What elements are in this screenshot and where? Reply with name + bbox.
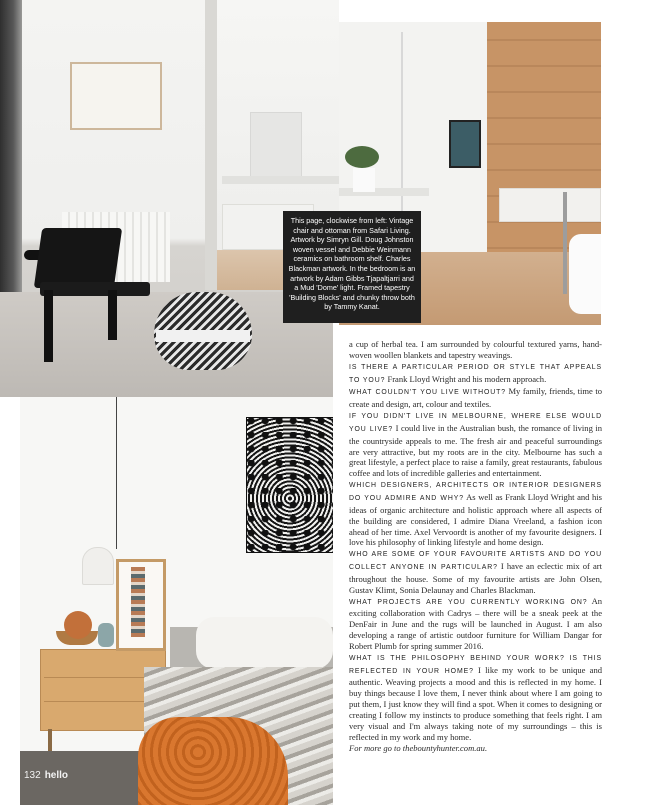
- dresser-leg: [48, 729, 52, 751]
- qa-item: [349, 361, 602, 387]
- question: WHAT COULDN'T YOU LIVE WITHOUT?: [349, 389, 506, 397]
- bathroom-mirror: [250, 112, 302, 178]
- chair-back: [34, 228, 122, 288]
- answer: An exciting collaboration with Cadrys – there will be a sneak peek at the DenFair in June and the rugs will be launched in August. I am also developing a range of artistic outdoor furniture for William Dangar for Robert Plumb for spring summer 2016.: [349, 595, 603, 651]
- chair-leg: [108, 290, 117, 340]
- article-intro: a cup of herbal tea. I am surrounded by colourful textured yarns, hand-woven woollen blankets and tapestry weavings.: [349, 339, 602, 360]
- dresser-drawer: [44, 655, 160, 678]
- bath-tap: [563, 192, 567, 294]
- glass-screen: [401, 32, 403, 232]
- bath-niche: [499, 188, 601, 222]
- qa-item: [349, 386, 602, 410]
- qa-item: [349, 479, 602, 548]
- wall-artwork: [70, 62, 162, 130]
- qa-item: [349, 548, 602, 595]
- question: WHO ARE SOME OF YOUR FAVOURITE ARTISTS AND DO YOU COLLECT ANYONE IN PARTICULAR?: [349, 551, 602, 572]
- page-number: 132: [24, 770, 41, 781]
- bathroom-shelf: [222, 176, 339, 184]
- question: WHAT IS THE PHILOSOPHY BEHIND YOUR WORK? IS THIS REFLECTED IN YOUR HOME?: [349, 654, 602, 675]
- ottoman-band: [156, 330, 250, 342]
- answer: I could live in the Australian bush, the romance of living in the countryside appeals to me. The fresh air and peaceful surroundings are very attractive, but my roots are in the city. Melbourne has such a great lifestyle, a perfect place to raise a family, great restaurants, fabulous coffee and lots of incredible galleries and entertainment.: [349, 422, 603, 479]
- chair-leg: [44, 290, 53, 362]
- dresser-drawer: [44, 679, 160, 702]
- tapestry-weave: [131, 567, 145, 637]
- pendant-cord: [116, 397, 117, 549]
- door-frame: [205, 0, 217, 290]
- more-info-link[interactable]: For more go to thebountyhunter.com.au.: [349, 742, 488, 753]
- plant-pot: [353, 168, 375, 192]
- blackman-artwork: [449, 120, 481, 168]
- chunky-orange-throw: [138, 717, 288, 805]
- bathtub: [569, 234, 601, 314]
- qa-item: [349, 652, 602, 743]
- page-footer: [24, 770, 68, 781]
- plant: [345, 146, 379, 168]
- ceramic-vase: [98, 623, 114, 647]
- question: WHICH DESIGNERS, ARCHITECTS OR INTERIOR DESIGNERS DO YOU ADMIRE AND WHY?: [349, 482, 602, 502]
- window-frame: [0, 0, 22, 330]
- chair-seat: [40, 282, 150, 296]
- qa-item: [349, 410, 602, 479]
- article-text: [349, 339, 602, 753]
- bedroom-photo: [20, 397, 333, 805]
- dome-light: [82, 547, 114, 585]
- answer: As well as Frank Lloyd Wright and his ideas of organic architecture and holistic approach where all aspects of the building are considered, I admire Diana Vreeland, a fashion icon ahead of her time. Axel Vervoordt is another of my favourite designers. I love his philosophy of linking lifestyle and home design.: [349, 491, 602, 548]
- question: IS THERE A PARTICULAR PERIOD OR STYLE THAT APPEALS TO YOU?: [349, 363, 602, 384]
- answer: I have an eclectic mix of art throughout the house. Some of my favourite artists are John Olsen, Gustav Klimt, Sonia Delaunay and Charles Blackman.: [349, 561, 602, 595]
- qa-item: [349, 596, 602, 652]
- dot-artwork: [246, 417, 333, 553]
- answer: Frank Lloyd Wright and his modern approach.: [387, 373, 547, 384]
- magazine-name: hello: [44, 770, 69, 781]
- question: WHAT PROJECTS ARE YOU CURRENTLY WORKING ON?: [349, 598, 588, 606]
- answer: My family, friends, time to create and design, art, colour and textiles.: [349, 386, 602, 410]
- photo-caption: This page, clockwise from left: Vintage chair and ottoman from Safari Living. Artwork by Simryn Gill. Doug Johnston woven vessel and Debbie Weinmann ceramics on bathroom shelf. Charles Blackman artwork. In the bedroom is an artwork by Adam Gibbs Tjapaltjarri and a Mud 'Dome' light. Framed tapestry 'Building Blocks' and chunky throw both by Tammy Kanat.: [283, 211, 421, 323]
- decor-ball: [64, 611, 92, 639]
- question: IF YOU DIDN'T LIVE IN MELBOURNE, WHERE ELSE WOULD YOU LIVE?: [349, 413, 602, 433]
- answer: I like my work to be unique and authentic. Weaving projects a mood and this is reflected in my home. I buy things because I love them, I never think about where I am going to put them, I just know they will find a spot. When it comes to designing or creating I follow my instincts to produce something that feels right. I am very visual and I'm always taking note of my surroundings – this is reflected in my work and my home.: [349, 664, 602, 742]
- pillow: [196, 617, 333, 669]
